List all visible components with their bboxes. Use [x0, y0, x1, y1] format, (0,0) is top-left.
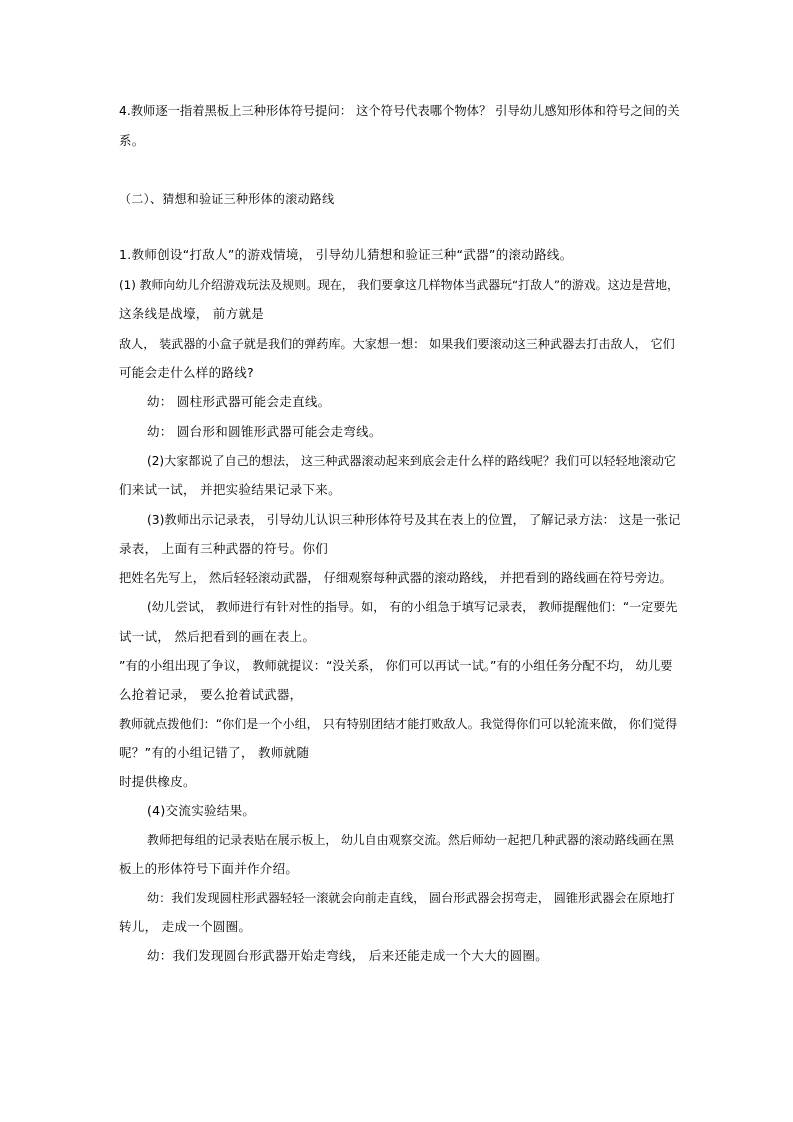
paragraph-line: (1) 教师向幼儿介绍游戏玩法及规则。现在， 我们要拿这几样物体当武器玩“打敌人”的游戏。这边是营地，	[119, 278, 679, 292]
paragraph-line: (2)大家都说了自己的想法， 这三种武器滚动起来到底会走什么样的路线呢？我们可以轻轻地滚动它	[147, 454, 676, 468]
paragraph-line: 呢？”有的小组记错了， 教师就随	[119, 745, 310, 760]
paragraph-line-item4: 4.教师逐一指着黑板上三种形体符号提问： 这个符号代表哪个物体？ 引导幼儿感知形体和符号之间的关	[119, 104, 680, 118]
paragraph-line: 试一试， 然后把看到的画在表上。	[119, 629, 316, 644]
paragraph-line: 可能会走什么样的路线?	[119, 365, 254, 380]
paragraph-line: 转儿， 走成一个圆圈。	[119, 919, 252, 934]
paragraph-line-item1: 1.教师创设“打敌人”的游戏情境， 引导幼儿猜想和验证三种“武器”的滚动路线。	[119, 247, 573, 262]
section-heading: （二）、猜想和验证三种形体的滚动路线	[119, 192, 335, 206]
paragraph-line: 板上的形体符号下面并作介绍。	[119, 861, 299, 876]
dialogue-line: 幼：我们发现圆柱形武器轻轻一滚就会向前走直线， 圆台形武器会拐弯走， 圆锥形武器会在原地打	[147, 891, 675, 905]
paragraph-line: ”有的小组出现了争议， 教师就提议：“没关系， 你们可以再试一试。”有的小组任务分配不均， 幼儿要	[119, 659, 673, 673]
dialogue-line: 幼：我们发现圆台形武器开始走弯线， 后来还能走成一个大大的圆圈。	[147, 948, 549, 963]
paragraph-line: 录表， 上面有三种武器的符号。你们	[119, 541, 329, 556]
paragraph-line: 时提供橡皮。	[119, 774, 196, 789]
paragraph-line: 么抢着记录， 要么抢着试武器，	[119, 687, 303, 702]
dialogue-line: 幼： 圆柱形武器可能会走直线。	[147, 394, 331, 409]
paragraph-line: (3)教师出示记录表， 引导幼儿认识三种形体符号及其在表上的位置， 了解记录方法： 这是一张记	[147, 513, 681, 527]
paragraph-line: 系。	[119, 133, 145, 148]
paragraph-line: 教师就点拨他们：“你们是一个小组， 只有特别团结才能打败敌人。我觉得你们可以轮流来做， 你们觉得	[119, 717, 678, 731]
paragraph-line: 这条线是战壕， 前方就是	[119, 306, 265, 321]
dialogue-line: 幼： 圆台形和圆锥形武器可能会走弯线。	[147, 424, 382, 439]
paragraph-line: 教师把每组的记录表贴在展示板上， 幼儿自由观察交流。然后师幼一起把几种武器的滚动路线画在黑	[147, 833, 674, 847]
paragraph-line: 把姓名先写上， 然后轻轻滚动武器， 仔细观察每种武器的滚动路线， 并把看到的路线画在符号旁边。	[119, 571, 672, 585]
paragraph-line: (4)交流实验结果。	[147, 803, 256, 818]
paragraph-line: 们来试一试， 并把实验结果记录下来。	[119, 482, 341, 497]
paragraph-line: 敌人， 装武器的小盒子就是我们的弹药库。大家想一想： 如果我们要滚动这三种武器去打击敌人， 它们	[119, 337, 675, 351]
paragraph-line: (幼儿尝试， 教师进行有针对性的指导。如， 有的小组急于填写记录表， 教师提醒他们：“一定要先	[147, 600, 678, 614]
